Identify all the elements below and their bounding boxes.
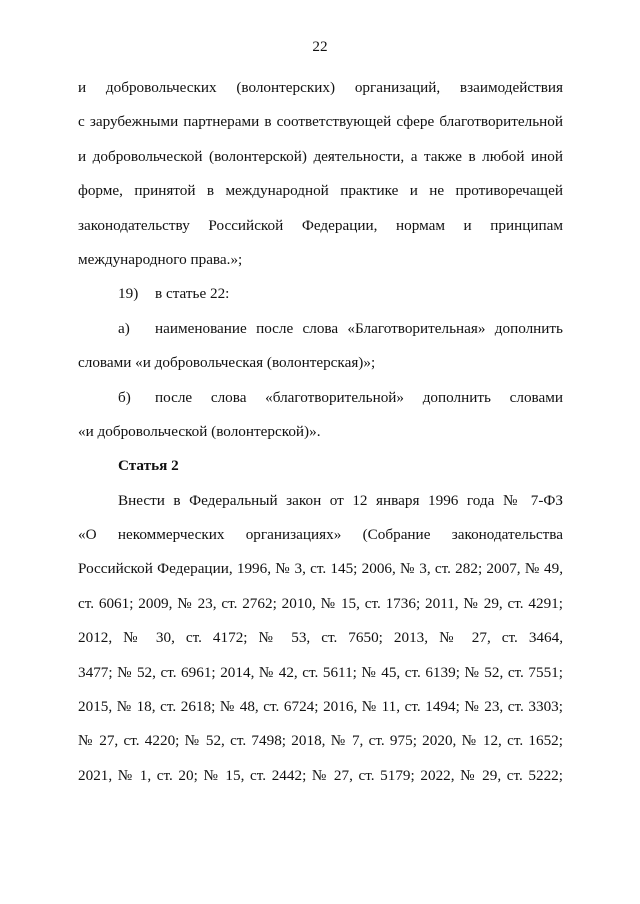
text-line: 2021, № 1, ст. 20; № 15, ст. 2442; № 27, ст. 5179; 2022, № 29, ст. 5222; bbox=[78, 766, 563, 784]
text-line: «О некоммерческих организациях» (Собрание законодательства bbox=[78, 526, 563, 544]
text-line: № 27, ст. 4220; № 52, ст. 7498; 2018, № 7, ст. 975; 2020, № 12, ст. 1652; bbox=[78, 732, 563, 750]
body-text bbox=[78, 78, 563, 800]
list-item-19 bbox=[78, 284, 563, 318]
list-item-a bbox=[78, 319, 563, 353]
text-line: 2015, № 18, ст. 2618; № 48, ст. 6724; 2016, № 11, ст. 1494; № 23, ст. 3303; bbox=[78, 698, 563, 716]
item-text: после слова «благотворительной» дополнить словами bbox=[155, 388, 563, 406]
item-marker: 19) bbox=[118, 285, 139, 303]
text-line: 3477; № 52, ст. 6961; 2014, № 42, ст. 5611; № 45, ст. 6139; № 52, ст. 7551; bbox=[78, 663, 563, 681]
item-marker: а) bbox=[118, 319, 130, 337]
article-heading: Статья 2 bbox=[118, 457, 179, 475]
item-marker: б) bbox=[118, 388, 131, 406]
text-line: с зарубежными партнерами в соответствующей сфере благотворительной bbox=[78, 113, 563, 131]
text-line: ст. 6061; 2009, № 23, ст. 2762; 2010, № 15, ст. 1736; 2011, № 29, ст. 4291; bbox=[78, 594, 563, 612]
text-line: 2012, № 30, ст. 4172; № 53, ст. 7650; 2013, № 27, ст. 3464, bbox=[78, 629, 563, 647]
text-line: международного права.»; bbox=[78, 250, 243, 268]
text-line: Российской Федерации, 1996, № 3, ст. 145; 2006, № 3, ст. 282; 2007, № 49, bbox=[78, 560, 563, 578]
list-item-b bbox=[78, 388, 563, 422]
text-line: словами «и добровольческая (волонтерская)»; bbox=[78, 354, 376, 372]
text-line: и добровольческих (волонтерских) организаций, взаимодействия bbox=[78, 79, 563, 96]
text-line: форме, принятой в международной практике и не противоречащей bbox=[78, 182, 563, 200]
text-line: «и добровольческой (волонтерской)». bbox=[78, 422, 321, 440]
text-line: и добровольческой (волонтерской) деятельности, а также в любой иной bbox=[78, 147, 563, 165]
item-text: в статье 22: bbox=[155, 285, 230, 303]
text-line: Внести в Федеральный закон от 12 января 1996 года № 7-ФЗ bbox=[118, 491, 563, 509]
text-line: законодательству Российской Федерации, нормам и принципам bbox=[78, 216, 563, 234]
item-text: наименование после слова «Благотворительная» дополнить bbox=[155, 319, 563, 337]
page-number: 22 bbox=[312, 38, 328, 55]
